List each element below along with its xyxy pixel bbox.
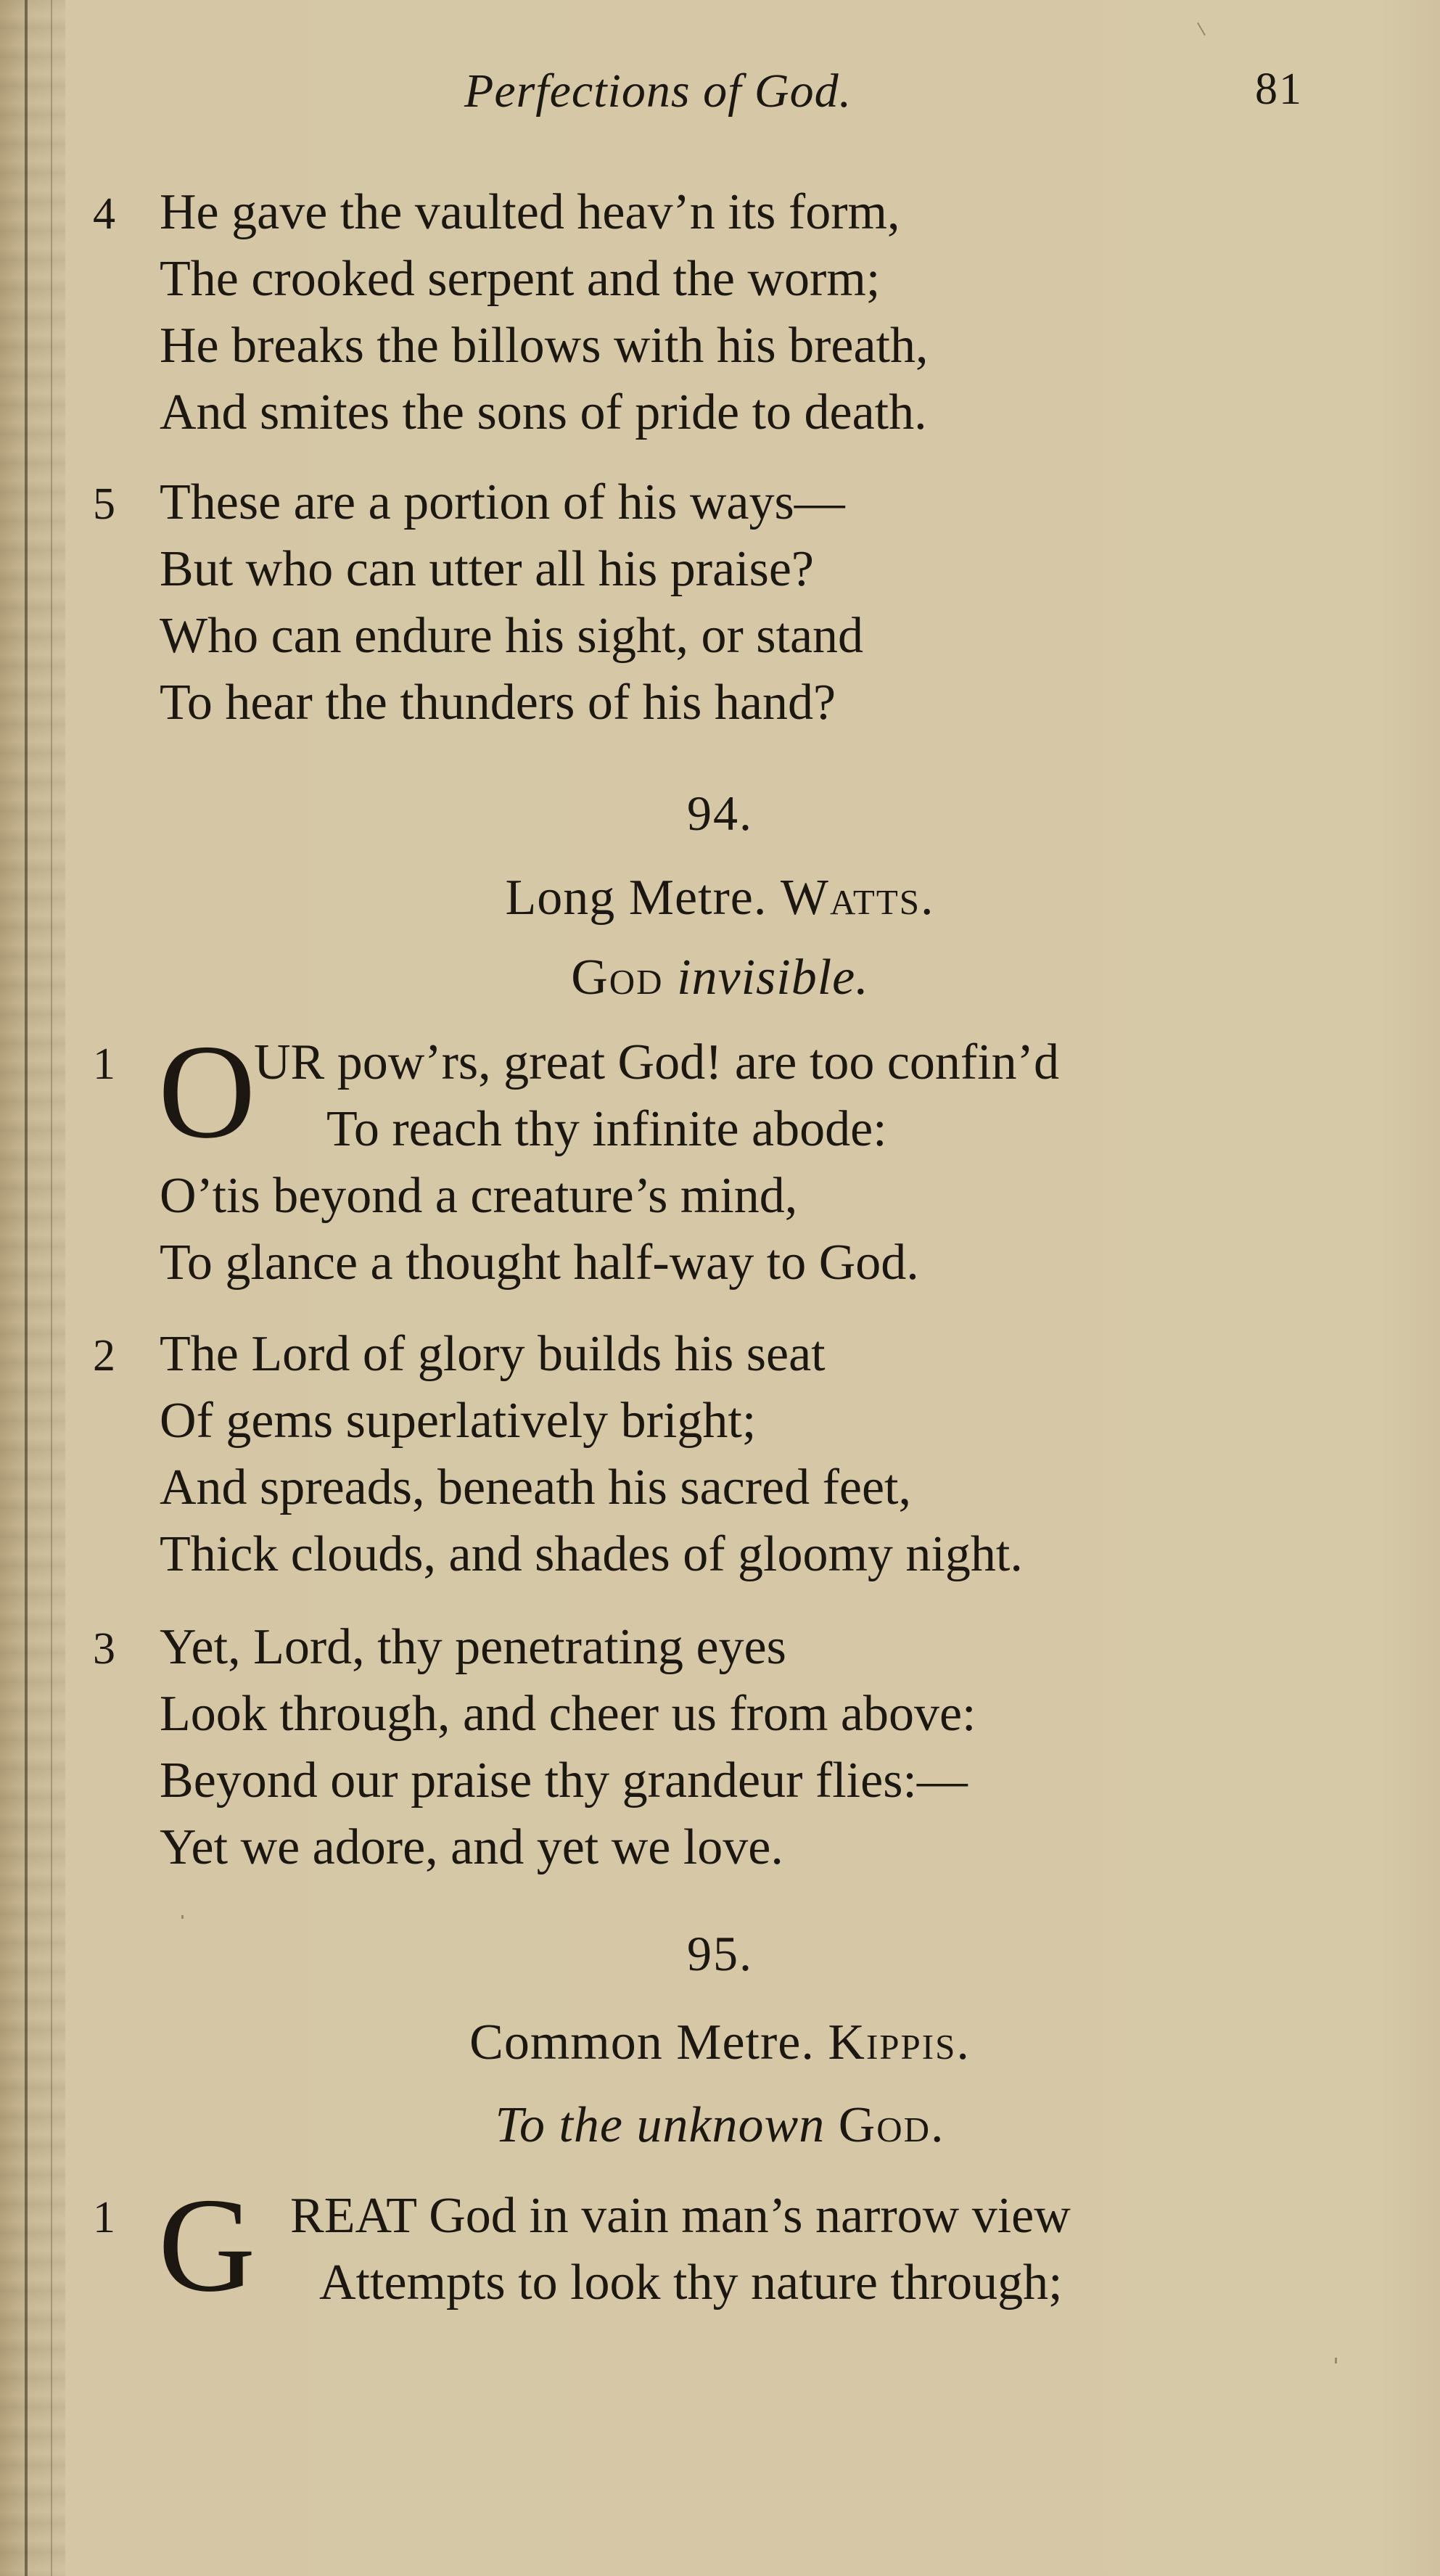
hymn-metre [0,869,1440,927]
paper-speck [181,1915,184,1919]
verse-number: 5 [93,480,115,529]
verse-line: Yet, Lord, thy penetrating eyes [160,1619,786,1675]
verse-number: 4 [93,189,115,239]
verse-line: Of gems superlatively bright; [160,1393,757,1449]
page-number: 81 [1255,65,1303,114]
verse-line: But who can utter all his praise? [160,541,814,597]
verse-line: Thick clouds, and shades of gloomy night. [160,1526,1023,1582]
subject-god: God [571,950,664,1005]
verse-line: Yet we adore, and yet we love. [160,1819,783,1875]
verse-line: The crooked serpent and the worm; [160,251,881,307]
metre-label: Common Metre. [469,2015,815,2070]
hymn-subject [0,949,1440,1007]
verse-line: Look through, and cheer us from above: [160,1686,976,1742]
verse-number: 1 [93,1040,115,1089]
gutter-edge [51,0,52,2576]
verse-line: And smites the sons of pride to death. [160,384,927,440]
running-head [0,64,1440,129]
hymn-number: 94. [687,786,753,841]
verse-line: REAT God in vain man’s narrow view [290,2188,1071,2244]
verse-line: Beyond our praise thy grandeur flies:— [160,1753,968,1808]
running-title: Perfections of God. [464,65,852,118]
subject-god: God. [838,2097,945,2153]
verse-line: Attempts to look thy nature through; [319,2255,1063,2310]
verse-line: The Lord of glory builds his seat [160,1326,826,1382]
subject-text: To the unknown [495,2097,826,2153]
hymn-number: 95. [687,1926,753,1981]
subject-text: invisible. [677,950,869,1005]
verse-line: UR pow’rs, great God! are too confin’d [254,1034,1059,1090]
verse-line: These are a portion of his ways— [160,474,845,530]
verse-line: And spreads, beneath his sacred feet, [160,1460,911,1515]
metre-label: Long Metre. [505,870,768,926]
verse-line: O’tis beyond a creature’s mind, [160,1168,798,1224]
verse-line: Who can endure his sight, or stand [160,608,864,664]
hymn-subject [0,2096,1440,2155]
verse-line: He breaks the billows with his breath, [160,318,929,374]
gutter-edge [25,0,28,2576]
paper-speck [1197,22,1206,36]
verse-line: To glance a thought half-way to God. [160,1235,919,1291]
verse-number: 3 [93,1624,115,1674]
hymn-metre [0,2014,1440,2072]
verse-line: To hear the thunders of his hand? [160,675,836,731]
drop-cap: O [158,1017,256,1166]
hymn-author: Watts. [780,870,935,926]
page-gutter [0,0,65,2576]
drop-cap: G [158,2170,256,2320]
verse-line: He gave the vaulted heav’n its form, [160,184,900,240]
paper-speck [1335,2358,1337,2363]
verse-number: 2 [93,1331,115,1380]
verse-number: 1 [93,2193,115,2242]
verse-line: To reach thy infinite abode: [326,1101,887,1157]
hymn-author: Kippis. [828,2015,971,2070]
